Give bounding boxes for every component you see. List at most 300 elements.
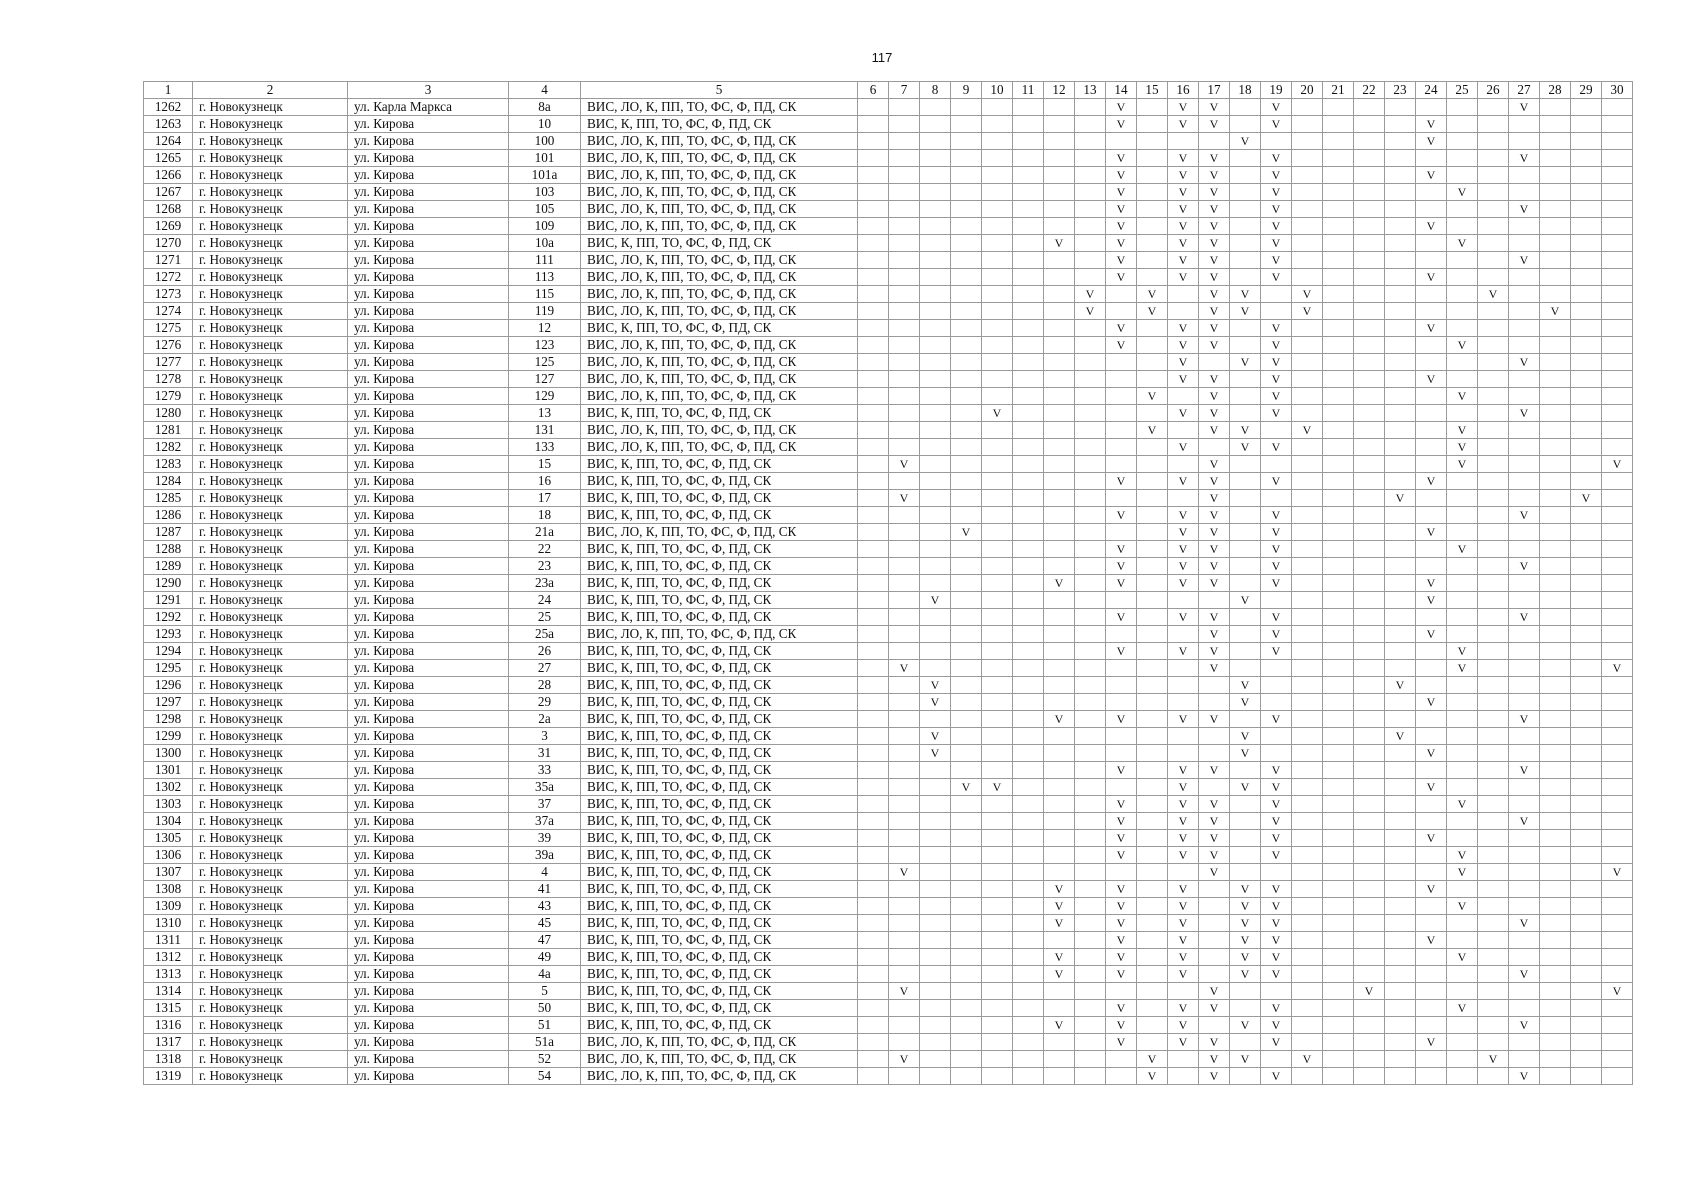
empty-cell-col-18	[1230, 830, 1261, 847]
empty-cell-col-21	[1323, 643, 1354, 660]
empty-cell-col-7	[889, 1068, 920, 1085]
check-mark-col-19: V	[1261, 235, 1292, 252]
empty-cell-col-22	[1354, 167, 1385, 184]
empty-cell-col-28	[1540, 1034, 1571, 1051]
empty-cell-col-7	[889, 252, 920, 269]
works-cell: ВИС, К, ПП, ТО, ФС, Ф, ПД, СК	[581, 915, 858, 932]
table-row	[144, 337, 1633, 354]
empty-cell-col-8	[920, 983, 951, 1000]
check-mark-col-19: V	[1261, 405, 1292, 422]
empty-cell-col-14	[1106, 354, 1137, 371]
city-cell: г. Новокузнецк	[193, 932, 348, 949]
check-mark-col-17: V	[1199, 1034, 1230, 1051]
empty-cell-col-10	[982, 167, 1013, 184]
empty-cell-col-24	[1416, 150, 1447, 167]
empty-cell-col-21	[1323, 745, 1354, 762]
street-cell: ул. Кирова	[348, 915, 509, 932]
empty-cell-col-10	[982, 813, 1013, 830]
empty-cell-col-11	[1013, 116, 1044, 133]
empty-cell-col-21	[1323, 303, 1354, 320]
empty-cell-col-15	[1137, 796, 1168, 813]
empty-cell-col-8	[920, 796, 951, 813]
empty-cell-col-20	[1292, 592, 1323, 609]
empty-cell-col-22	[1354, 949, 1385, 966]
empty-cell-col-9	[951, 116, 982, 133]
city-cell: г. Новокузнецк	[193, 677, 348, 694]
empty-cell-col-20	[1292, 507, 1323, 524]
empty-cell-col-7	[889, 1000, 920, 1017]
check-mark-col-24: V	[1416, 218, 1447, 235]
works-cell: ВИС, ЛО, К, ПП, ТО, ФС, Ф, ПД, СК	[581, 1034, 858, 1051]
house-cell: 31	[509, 745, 581, 762]
empty-cell-col-12	[1044, 303, 1075, 320]
empty-cell-col-11	[1013, 626, 1044, 643]
empty-cell-col-30	[1602, 507, 1633, 524]
street-cell: ул. Кирова	[348, 116, 509, 133]
empty-cell-col-12	[1044, 847, 1075, 864]
empty-cell-col-26	[1478, 99, 1509, 116]
empty-cell-col-10	[982, 337, 1013, 354]
empty-cell-col-7	[889, 779, 920, 796]
empty-cell-col-21	[1323, 1068, 1354, 1085]
house-cell: 51	[509, 1017, 581, 1034]
empty-cell-col-7	[889, 473, 920, 490]
empty-cell-col-10	[982, 745, 1013, 762]
empty-cell-col-26	[1478, 813, 1509, 830]
empty-cell-col-30	[1602, 99, 1633, 116]
empty-cell-col-21	[1323, 609, 1354, 626]
house-cell: 47	[509, 932, 581, 949]
works-cell: ВИС, К, ПП, ТО, ФС, Ф, ПД, СК	[581, 507, 858, 524]
check-mark-col-14: V	[1106, 99, 1137, 116]
empty-cell-col-8	[920, 456, 951, 473]
house-cell: 25	[509, 609, 581, 626]
street-cell: ул. Кирова	[348, 660, 509, 677]
works-cell: ВИС, К, ПП, ТО, ФС, Ф, ПД, СК	[581, 898, 858, 915]
empty-cell-col-16	[1168, 422, 1199, 439]
empty-cell-col-17	[1199, 898, 1230, 915]
empty-cell-col-12	[1044, 116, 1075, 133]
empty-cell-col-21	[1323, 473, 1354, 490]
city-cell: г. Новокузнецк	[193, 184, 348, 201]
empty-cell-col-13	[1075, 388, 1106, 405]
empty-cell-col-20	[1292, 898, 1323, 915]
empty-cell-col-11	[1013, 966, 1044, 983]
empty-cell-col-8	[920, 626, 951, 643]
check-mark-col-17: V	[1199, 456, 1230, 473]
empty-cell-col-23	[1385, 1034, 1416, 1051]
works-cell: ВИС, ЛО, К, ПП, ТО, ФС, Ф, ПД, СК	[581, 218, 858, 235]
row-number: 1293	[144, 626, 193, 643]
check-mark-col-28: V	[1540, 303, 1571, 320]
city-cell: г. Новокузнецк	[193, 354, 348, 371]
empty-cell-col-7	[889, 388, 920, 405]
empty-cell-col-21	[1323, 116, 1354, 133]
empty-cell-col-6	[858, 677, 889, 694]
empty-cell-col-18	[1230, 1000, 1261, 1017]
empty-cell-col-15	[1137, 558, 1168, 575]
street-cell: ул. Кирова	[348, 1017, 509, 1034]
empty-cell-col-6	[858, 422, 889, 439]
empty-cell-col-15	[1137, 218, 1168, 235]
check-mark-col-7: V	[889, 660, 920, 677]
empty-cell-col-19	[1261, 456, 1292, 473]
empty-cell-col-9	[951, 286, 982, 303]
empty-cell-col-7	[889, 218, 920, 235]
empty-cell-col-7	[889, 728, 920, 745]
empty-cell-col-21	[1323, 711, 1354, 728]
empty-cell-col-11	[1013, 643, 1044, 660]
empty-cell-col-25	[1447, 303, 1478, 320]
city-cell: г. Новокузнецк	[193, 218, 348, 235]
street-cell: ул. Кирова	[348, 337, 509, 354]
empty-cell-col-11	[1013, 439, 1044, 456]
check-mark-col-7: V	[889, 983, 920, 1000]
empty-cell-col-28	[1540, 745, 1571, 762]
empty-cell-col-8	[920, 218, 951, 235]
empty-cell-col-30	[1602, 439, 1633, 456]
empty-cell-col-24	[1416, 184, 1447, 201]
check-mark-col-30: V	[1602, 660, 1633, 677]
empty-cell-col-17	[1199, 881, 1230, 898]
empty-cell-col-25	[1447, 1068, 1478, 1085]
empty-cell-col-25	[1447, 1034, 1478, 1051]
empty-cell-col-28	[1540, 813, 1571, 830]
city-cell: г. Новокузнецк	[193, 847, 348, 864]
empty-cell-col-9	[951, 626, 982, 643]
empty-cell-col-20	[1292, 762, 1323, 779]
empty-cell-col-9	[951, 694, 982, 711]
empty-cell-col-21	[1323, 388, 1354, 405]
empty-cell-col-14	[1106, 745, 1137, 762]
empty-cell-col-23	[1385, 626, 1416, 643]
check-mark-col-23: V	[1385, 677, 1416, 694]
empty-cell-col-29	[1571, 388, 1602, 405]
empty-cell-col-30	[1602, 694, 1633, 711]
empty-cell-col-30	[1602, 609, 1633, 626]
works-cell: ВИС, К, ПП, ТО, ФС, Ф, ПД, СК	[581, 541, 858, 558]
empty-cell-col-25	[1447, 133, 1478, 150]
empty-cell-col-9	[951, 320, 982, 337]
empty-cell-col-7	[889, 932, 920, 949]
row-number: 1305	[144, 830, 193, 847]
empty-cell-col-11	[1013, 269, 1044, 286]
empty-cell-col-29	[1571, 184, 1602, 201]
empty-cell-col-24	[1416, 1051, 1447, 1068]
empty-cell-col-12	[1044, 677, 1075, 694]
empty-cell-col-13	[1075, 592, 1106, 609]
empty-cell-col-7	[889, 116, 920, 133]
empty-cell-col-23	[1385, 558, 1416, 575]
empty-cell-col-13	[1075, 201, 1106, 218]
empty-cell-col-27	[1509, 439, 1540, 456]
check-mark-col-27: V	[1509, 150, 1540, 167]
empty-cell-col-29	[1571, 609, 1602, 626]
empty-cell-col-6	[858, 507, 889, 524]
house-cell: 18	[509, 507, 581, 524]
empty-cell-col-26	[1478, 439, 1509, 456]
empty-cell-col-15	[1137, 167, 1168, 184]
empty-cell-col-30	[1602, 881, 1633, 898]
empty-cell-col-30	[1602, 235, 1633, 252]
street-cell: ул. Кирова	[348, 932, 509, 949]
empty-cell-col-18	[1230, 201, 1261, 218]
check-mark-col-12: V	[1044, 235, 1075, 252]
empty-cell-col-6	[858, 898, 889, 915]
empty-cell-col-21	[1323, 184, 1354, 201]
empty-cell-col-8	[920, 507, 951, 524]
check-mark-col-15: V	[1137, 388, 1168, 405]
house-cell: 10а	[509, 235, 581, 252]
street-cell: ул. Кирова	[348, 881, 509, 898]
works-cell: ВИС, К, ПП, ТО, ФС, Ф, ПД, СК	[581, 847, 858, 864]
table-header	[144, 82, 1633, 99]
check-mark-col-16: V	[1168, 796, 1199, 813]
empty-cell-col-29	[1571, 847, 1602, 864]
check-mark-col-17: V	[1199, 626, 1230, 643]
empty-cell-col-28	[1540, 881, 1571, 898]
empty-cell-col-9	[951, 354, 982, 371]
empty-cell-col-7	[889, 303, 920, 320]
street-cell: ул. Кирова	[348, 898, 509, 915]
works-cell: ВИС, К, ПП, ТО, ФС, Ф, ПД, СК	[581, 558, 858, 575]
row-number: 1319	[144, 1068, 193, 1085]
house-cell: 125	[509, 354, 581, 371]
empty-cell-col-21	[1323, 915, 1354, 932]
house-cell: 131	[509, 422, 581, 439]
empty-cell-col-28	[1540, 932, 1571, 949]
empty-cell-col-7	[889, 558, 920, 575]
table-row	[144, 830, 1633, 847]
check-mark-col-19: V	[1261, 439, 1292, 456]
street-cell: ул. Кирова	[348, 677, 509, 694]
empty-cell-col-27	[1509, 184, 1540, 201]
empty-cell-col-26	[1478, 150, 1509, 167]
city-cell: г. Новокузнецк	[193, 150, 348, 167]
empty-cell-col-11	[1013, 167, 1044, 184]
empty-cell-col-10	[982, 728, 1013, 745]
empty-cell-col-8	[920, 949, 951, 966]
empty-cell-col-16	[1168, 1051, 1199, 1068]
empty-cell-col-9	[951, 167, 982, 184]
empty-cell-col-27	[1509, 473, 1540, 490]
empty-cell-col-6	[858, 762, 889, 779]
check-mark-col-27: V	[1509, 507, 1540, 524]
check-mark-col-19: V	[1261, 1000, 1292, 1017]
empty-cell-col-22	[1354, 915, 1385, 932]
empty-cell-col-22	[1354, 201, 1385, 218]
empty-cell-col-14	[1106, 405, 1137, 422]
empty-cell-col-23	[1385, 116, 1416, 133]
check-mark-col-15: V	[1137, 1068, 1168, 1085]
empty-cell-col-13	[1075, 116, 1106, 133]
check-mark-col-18: V	[1230, 592, 1261, 609]
table-row	[144, 201, 1633, 218]
check-mark-col-14: V	[1106, 269, 1137, 286]
empty-cell-col-8	[920, 184, 951, 201]
empty-cell-col-27	[1509, 422, 1540, 439]
empty-cell-col-13	[1075, 694, 1106, 711]
empty-cell-col-26	[1478, 235, 1509, 252]
empty-cell-col-18	[1230, 796, 1261, 813]
empty-cell-col-13	[1075, 541, 1106, 558]
check-mark-col-25: V	[1447, 337, 1478, 354]
empty-cell-col-23	[1385, 269, 1416, 286]
check-mark-col-17: V	[1199, 167, 1230, 184]
street-cell: ул. Кирова	[348, 813, 509, 830]
empty-cell-col-11	[1013, 337, 1044, 354]
empty-cell-col-24	[1416, 847, 1447, 864]
empty-cell-col-29	[1571, 218, 1602, 235]
table-row	[144, 388, 1633, 405]
works-cell: ВИС, К, ПП, ТО, ФС, Ф, ПД, СК	[581, 116, 858, 133]
check-mark-col-18: V	[1230, 779, 1261, 796]
check-mark-col-30: V	[1602, 456, 1633, 473]
empty-cell-col-18	[1230, 626, 1261, 643]
empty-cell-col-7	[889, 762, 920, 779]
empty-cell-col-6	[858, 320, 889, 337]
empty-cell-col-20	[1292, 677, 1323, 694]
empty-cell-col-16	[1168, 677, 1199, 694]
empty-cell-col-23	[1385, 609, 1416, 626]
empty-cell-col-30	[1602, 405, 1633, 422]
empty-cell-col-6	[858, 1000, 889, 1017]
empty-cell-col-13	[1075, 796, 1106, 813]
empty-cell-col-10	[982, 116, 1013, 133]
works-cell: ВИС, К, ПП, ТО, ФС, Ф, ПД, СК	[581, 932, 858, 949]
empty-cell-col-12	[1044, 422, 1075, 439]
empty-cell-col-20	[1292, 320, 1323, 337]
empty-cell-col-24	[1416, 898, 1447, 915]
table-row	[144, 507, 1633, 524]
empty-cell-col-26	[1478, 932, 1509, 949]
empty-cell-col-22	[1354, 1034, 1385, 1051]
empty-cell-col-6	[858, 150, 889, 167]
empty-cell-col-21	[1323, 575, 1354, 592]
empty-cell-col-16	[1168, 864, 1199, 881]
empty-cell-col-26	[1478, 949, 1509, 966]
empty-cell-col-22	[1354, 184, 1385, 201]
table-row	[144, 490, 1633, 507]
empty-cell-col-8	[920, 1017, 951, 1034]
empty-cell-col-24	[1416, 762, 1447, 779]
empty-cell-col-21	[1323, 524, 1354, 541]
empty-cell-col-27	[1509, 524, 1540, 541]
house-cell: 109	[509, 218, 581, 235]
empty-cell-col-9	[951, 371, 982, 388]
empty-cell-col-14	[1106, 439, 1137, 456]
house-cell: 127	[509, 371, 581, 388]
empty-cell-col-8	[920, 864, 951, 881]
empty-cell-col-20	[1292, 388, 1323, 405]
empty-cell-col-11	[1013, 660, 1044, 677]
empty-cell-col-10	[982, 983, 1013, 1000]
check-mark-col-18: V	[1230, 422, 1261, 439]
empty-cell-col-10	[982, 354, 1013, 371]
empty-cell-col-22	[1354, 864, 1385, 881]
house-cell: 115	[509, 286, 581, 303]
empty-cell-col-23	[1385, 711, 1416, 728]
empty-cell-col-27	[1509, 830, 1540, 847]
house-cell: 133	[509, 439, 581, 456]
empty-cell-col-27	[1509, 949, 1540, 966]
street-cell: ул. Кирова	[348, 133, 509, 150]
empty-cell-col-6	[858, 1034, 889, 1051]
empty-cell-col-28	[1540, 354, 1571, 371]
works-cell: ВИС, ЛО, К, ПП, ТО, ФС, Ф, ПД, СК	[581, 1068, 858, 1085]
row-number: 1292	[144, 609, 193, 626]
check-mark-col-17: V	[1199, 184, 1230, 201]
empty-cell-col-26	[1478, 422, 1509, 439]
empty-cell-col-26	[1478, 1034, 1509, 1051]
empty-cell-col-26	[1478, 762, 1509, 779]
empty-cell-col-22	[1354, 371, 1385, 388]
empty-cell-col-15	[1137, 524, 1168, 541]
empty-cell-col-6	[858, 711, 889, 728]
empty-cell-col-15	[1137, 983, 1168, 1000]
empty-cell-col-25	[1447, 966, 1478, 983]
check-mark-col-12: V	[1044, 949, 1075, 966]
empty-cell-col-24	[1416, 1017, 1447, 1034]
empty-cell-col-25	[1447, 1017, 1478, 1034]
empty-cell-col-28	[1540, 830, 1571, 847]
street-cell: ул. Кирова	[348, 847, 509, 864]
empty-cell-col-30	[1602, 626, 1633, 643]
check-mark-col-25: V	[1447, 541, 1478, 558]
empty-cell-col-30	[1602, 133, 1633, 150]
empty-cell-col-18	[1230, 847, 1261, 864]
empty-cell-col-24	[1416, 337, 1447, 354]
column-header-26: 26	[1478, 82, 1509, 99]
empty-cell-col-11	[1013, 864, 1044, 881]
empty-cell-col-22	[1354, 507, 1385, 524]
street-cell: ул. Кирова	[348, 201, 509, 218]
empty-cell-col-13	[1075, 949, 1106, 966]
empty-cell-col-20	[1292, 830, 1323, 847]
street-cell: ул. Кирова	[348, 490, 509, 507]
empty-cell-col-6	[858, 218, 889, 235]
empty-cell-col-23	[1385, 252, 1416, 269]
check-mark-col-14: V	[1106, 932, 1137, 949]
empty-cell-col-6	[858, 167, 889, 184]
empty-cell-col-14	[1106, 779, 1137, 796]
empty-cell-col-21	[1323, 762, 1354, 779]
empty-cell-col-11	[1013, 1034, 1044, 1051]
empty-cell-col-12	[1044, 609, 1075, 626]
check-mark-col-12: V	[1044, 881, 1075, 898]
empty-cell-col-25	[1447, 218, 1478, 235]
empty-cell-col-27	[1509, 1051, 1540, 1068]
city-cell: г. Новокузнецк	[193, 626, 348, 643]
empty-cell-col-12	[1044, 337, 1075, 354]
empty-cell-col-12	[1044, 473, 1075, 490]
empty-cell-col-12	[1044, 218, 1075, 235]
check-mark-col-19: V	[1261, 371, 1292, 388]
empty-cell-col-7	[889, 269, 920, 286]
empty-cell-col-28	[1540, 592, 1571, 609]
empty-cell-col-6	[858, 133, 889, 150]
row-number: 1310	[144, 915, 193, 932]
works-cell: ВИС, ЛО, К, ПП, ТО, ФС, Ф, ПД, СК	[581, 286, 858, 303]
table-row	[144, 473, 1633, 490]
city-cell: г. Новокузнецк	[193, 660, 348, 677]
empty-cell-col-29	[1571, 320, 1602, 337]
empty-cell-col-13	[1075, 728, 1106, 745]
works-cell: ВИС, К, ПП, ТО, ФС, Ф, ПД, СК	[581, 779, 858, 796]
check-mark-col-19: V	[1261, 354, 1292, 371]
city-cell: г. Новокузнецк	[193, 303, 348, 320]
column-header-16: 16	[1168, 82, 1199, 99]
